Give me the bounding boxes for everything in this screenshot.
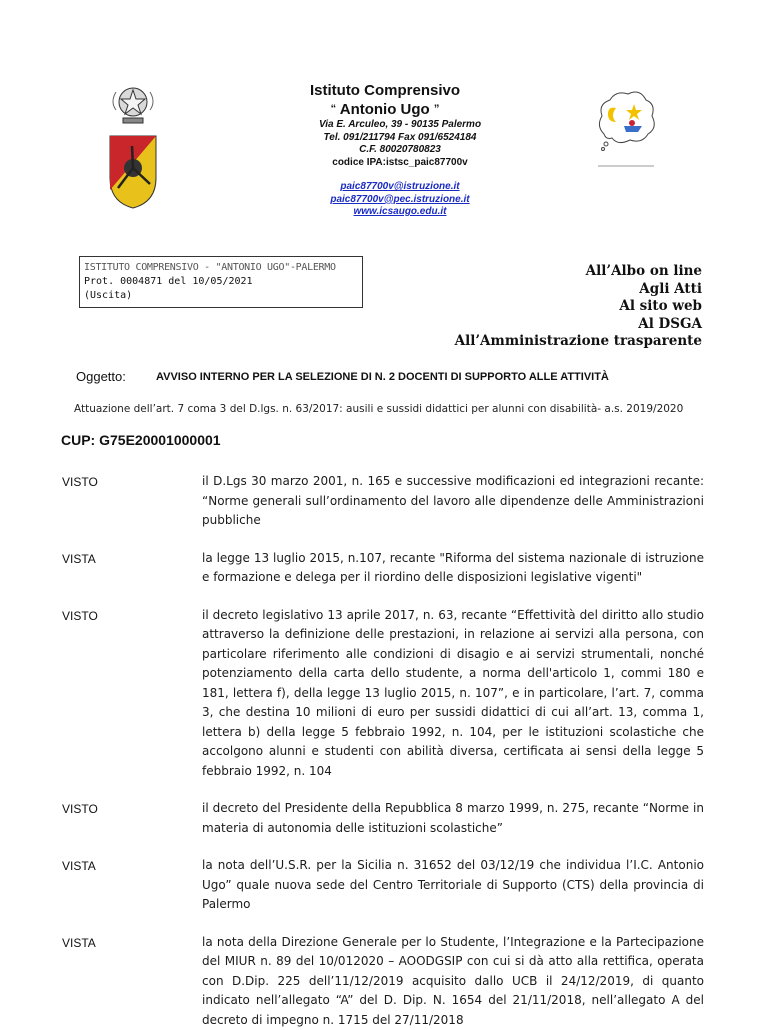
premise-item	[62, 856, 704, 915]
pec-link[interactable]: paic87700v@pec.istruzione.it	[280, 194, 520, 207]
premise-item	[62, 606, 704, 782]
republic-emblem-icon	[104, 80, 162, 210]
school-links	[280, 181, 520, 219]
recipients-list	[455, 263, 702, 351]
premise-item	[62, 472, 704, 531]
premise-item	[62, 549, 704, 588]
school-name	[250, 100, 520, 119]
recipient: Agli Atti	[455, 281, 702, 299]
premise-item	[62, 933, 704, 1030]
premise-label: VISTO	[62, 799, 202, 838]
protocol-stamp	[79, 256, 363, 308]
email-link[interactable]: paic87700v@istruzione.it	[280, 181, 520, 194]
subject-attuazione: Attuazione dell’art. 7 coma 3 del D.lgs. n. 63/2017: ausili e sussidi didattici per alunni con disabilità- a.s. 2019/2020	[74, 402, 714, 417]
premises-list	[62, 472, 704, 1030]
premise-label: VISTA	[62, 549, 202, 588]
school-address: Via E. Arculeo, 39 - 90135 Palermo	[280, 119, 520, 132]
recipient: All’Albo on line	[455, 263, 702, 281]
school-title: Istituto Comprensivo	[250, 82, 520, 100]
premise-label: VISTA	[62, 933, 202, 1030]
premise-text: il decreto legislativo 13 aprile 2017, n. 63, recante “Effettività del diritto allo studio attraverso la definizione delle prestazioni, in relazione ai servizi alla persona, con particolare riferimento alle condizioni di disagio e ai servizi strumentali, nonché potenziamento della carta dello studente, a norma dell'articolo 1, commi 180 e 181, lettera f), della legge 13 luglio 2015, n. 107”, e in particolare, l’art. 7, comma 3, che destina 10 milioni di euro per sussidi didattici di cui all’art. 13, comma 1, lettera b) della legge 5 febbraio 1992, n. 104, per le istituzioni scolastiche che accolgono alunni e studenti con abilità diversa, certificata ai sensi della legge 5 febbraio 1992, n. 104	[202, 606, 704, 782]
recipient: All’Amministrazione trasparente	[455, 333, 702, 351]
recipient: Al DSGA	[455, 316, 702, 334]
premise-item	[62, 799, 704, 838]
recipient: Al sito web	[455, 298, 702, 316]
premise-label: VISTO	[62, 606, 202, 782]
school-logo-icon	[594, 86, 658, 170]
premise-label: VISTA	[62, 856, 202, 915]
premise-text: la nota della Direzione Generale per lo Studente, l’Integrazione e la Partecipazione del MIUR n. 89 del 10/012020 – AOODGSIP con cui si dà atto alla rettifica, operata con D.Dip. 225 dell’11/12/2019 acquisito dallo UCB il 24/12/2019, di quanto indicato nell’allegato “A” del D. Dip. N. 1654 del 21/11/2018, nell’allegato A del decreto di impegno n. 1715 del 27/11/2018	[202, 933, 704, 1030]
school-cf: C.F. 80020780823	[280, 144, 520, 157]
school-name-open-quote: “	[331, 103, 337, 115]
school-phone: Tel. 091/211794 Fax 091/6524184	[280, 132, 520, 145]
school-name-text: Antonio Ugo	[340, 101, 430, 118]
school-name-close-quote: ”	[434, 103, 440, 115]
premise-text: il D.Lgs 30 marzo 2001, n. 165 e successive modificazioni ed integrazioni recante: “Norme generali sull’ordinamento del lavoro alle dipendenze delle Amministrazioni pubbliche	[202, 472, 704, 531]
stamp-line-2: Prot. 0004871 del 10/05/2021	[84, 275, 362, 289]
stamp-line-1: ISTITUTO COMPRENSIVO - "ANTONIO UGO"-PALERMO	[84, 261, 362, 275]
school-header	[250, 82, 520, 219]
premise-text: la legge 13 luglio 2015, n.107, recante "Riforma del sistema nazionale di istruzione e formazione e delega per il riordino delle disposizioni legislative vigenti"	[202, 549, 704, 588]
website-link[interactable]: www.icsaugo.edu.it	[280, 206, 520, 219]
premise-text: il decreto del Presidente della Repubblica 8 marzo 1999, n. 275, recante “Norme in materia di autonomia delle istituzioni scolastiche”	[202, 799, 704, 838]
stamp-line-3: (Uscita)	[84, 289, 362, 303]
subject-label: Oggetto:	[76, 369, 126, 384]
school-ipa: codice IPA:istsc_paic87700v	[280, 157, 520, 170]
premise-label: VISTO	[62, 472, 202, 531]
premise-text: la nota dell’U.S.R. per la Sicilia n. 31652 del 03/12/19 che individua l’I.C. Antonio Ugo” quale nuova sede del Centro Territoriale di Supporto (CTS) della provincia di Palermo	[202, 856, 704, 915]
subject-text: AVVISO INTERNO PER LA SELEZIONE DI N. 2 DOCENTI DI SUPPORTO ALLE ATTIVITÀ	[156, 370, 656, 385]
cup-code: CUP: G75E20001000001	[61, 432, 221, 448]
